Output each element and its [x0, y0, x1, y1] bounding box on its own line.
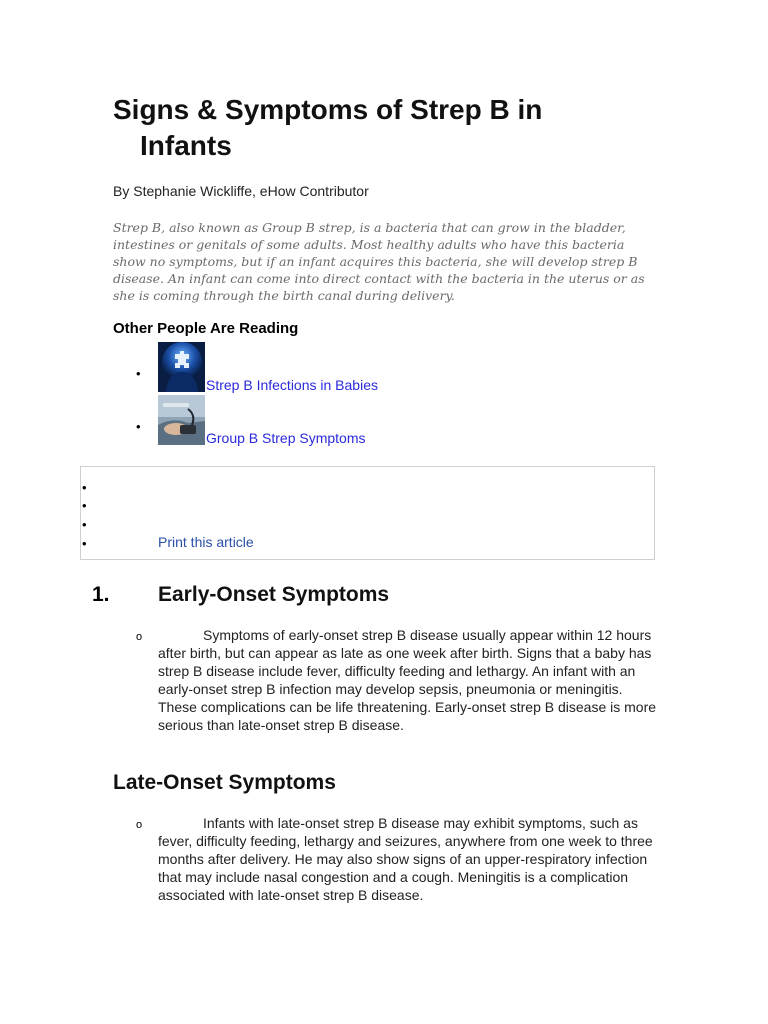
related-article-link[interactable]: Strep B Infections in Babies [206, 377, 378, 393]
section-number: 1. [92, 583, 110, 606]
intro-paragraph: Strep B, also known as Group B strep, is a bacteria that can grow in the bladder, intestines or genitals of some adults. Most healthy adults who have this bacteria show no symptoms, but if an infant acquires this bacteria, she will develop strep B disease. An infant can come into direct contact with the bacteria in the uterus or as she is coming through the birth canal during delivery. [113, 220, 645, 303]
print-article-link[interactable]: Print this article [158, 534, 254, 550]
doctor-hands-thumbnail-icon[interactable] [158, 395, 205, 445]
section-heading-early-onset: Early-Onset Symptoms [158, 583, 390, 606]
list-bullet: • [82, 498, 87, 513]
early-onset-paragraph: Symptoms of early-onset strep B disease usually appear within 12 hours after birth, but can appear as late as one week after birth. Signs that a baby has strep B disease include fever, difficulty feeding and lethargy. An infant with an early-onset strep B infection may develop sepsis, pneumonia or meningitis. These complications can be life threatening. Early-onset strep B disease is more serious than late-onset strep B disease. [158, 627, 657, 733]
related-article-item[interactable] [136, 342, 436, 392]
article-title-line1: Signs & Symptoms of Strep B in [113, 94, 543, 125]
sub-list-bullet: o [136, 631, 143, 643]
article-title [113, 92, 653, 164]
list-bullet: • [82, 480, 87, 495]
article-tools-box [80, 466, 655, 560]
article-title-line2: Infants [140, 130, 232, 161]
related-article-link[interactable]: Group B Strep Symptoms [206, 430, 366, 446]
late-onset-paragraph: Infants with late-onset strep B disease may exhibit symptoms, such as fever, difficulty feeding, lethargy and seizures, anywhere from one week to three months after delivery. He may also show signs of an upper-respiratory infection that may include nasal congestion and a cough. Meningitis is a complication associated with late-onset strep B disease. [158, 815, 653, 903]
list-bullet: • [82, 536, 87, 551]
sub-list-bullet: o [136, 819, 143, 831]
section-heading-late-onset: Late-Onset Symptoms [113, 771, 336, 794]
list-bullet: • [136, 366, 141, 381]
list-bullet: • [136, 419, 141, 434]
puzzle-head-thumbnail-icon[interactable] [158, 342, 205, 392]
byline: By Stephanie Wickliffe, eHow Contributor [113, 183, 369, 199]
other-reading-heading: Other People Are Reading [113, 320, 299, 337]
list-bullet: • [82, 517, 87, 532]
related-article-item[interactable] [136, 395, 436, 445]
